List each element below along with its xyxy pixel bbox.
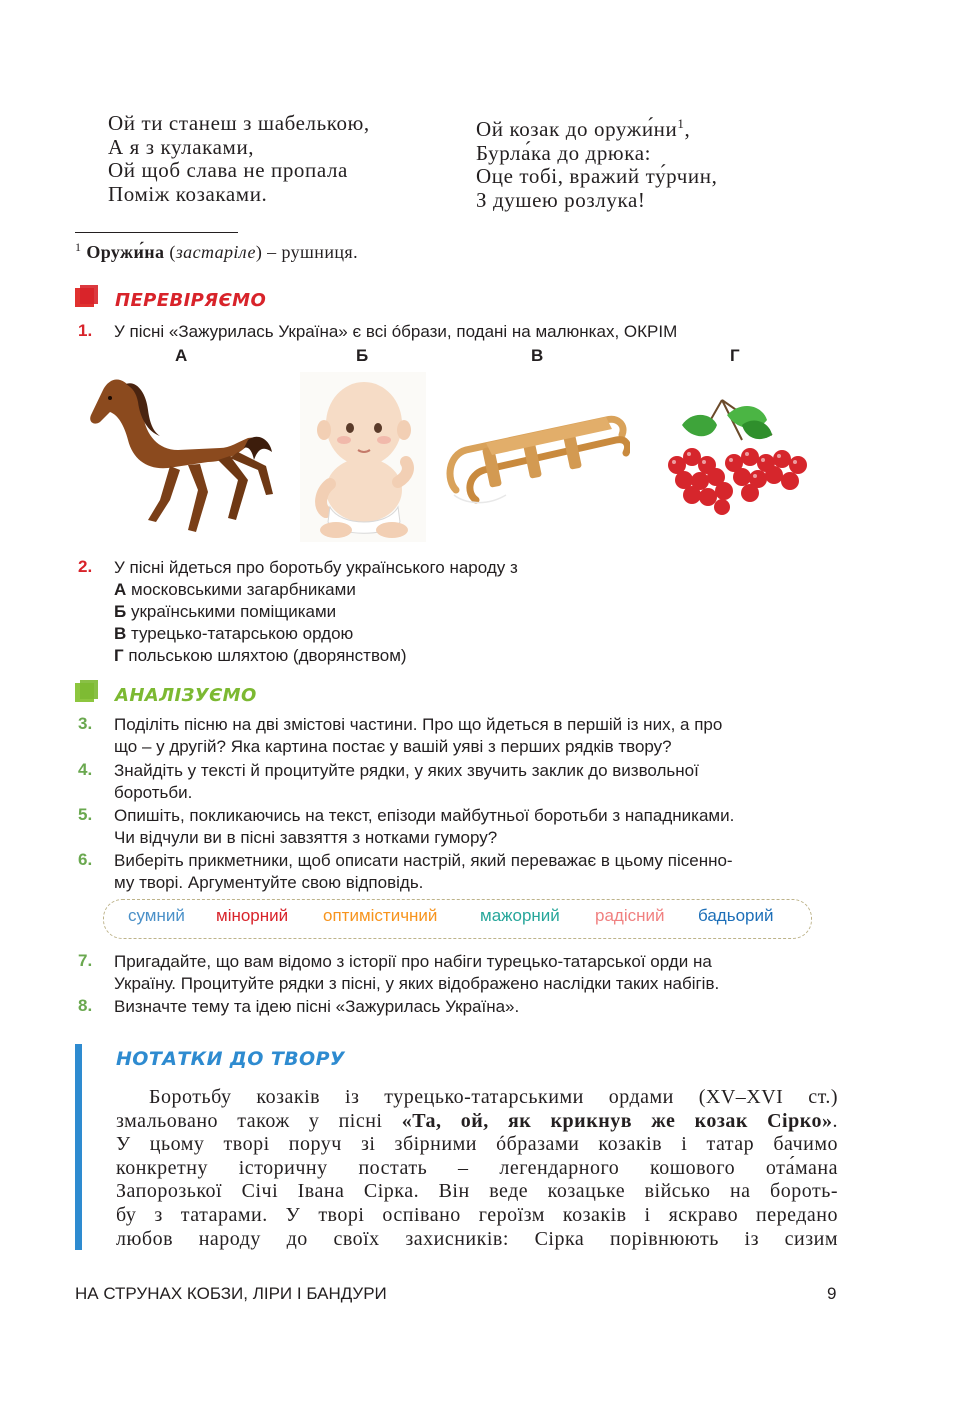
question-line: Виберіть прикметники, щоб описати настрій, який переважає в цьому пісенно- [114,851,733,870]
option-text: турецько-татарською ордою [126,624,354,643]
option-letter: Б [114,602,127,621]
question-line: У пісні йдеться про боротьбу українського народу з [114,558,518,577]
poem-line: А я з кулаками, [108,134,255,159]
question-text [114,714,840,758]
question-line: Україну. Процитуйте рядки з пісні, у яких відображено наслідки таких набігів. [114,974,720,993]
question-text [114,996,840,1018]
page-number: 9 [827,1284,837,1303]
poem-line: Ой щоб слава не пропала [108,158,348,182]
question-line: Поділіть пісню на дві змістові частини. Про що йдеться в першій із них, а про [114,715,723,734]
section-title-notes: НОТАТКИ ДО ТВОРУ [116,1048,345,1070]
notes-accent-bar [75,1044,82,1250]
footnote-note: застаріле [175,242,256,262]
footnote-number: 1 [75,240,82,254]
word-option[interactable]: мажорний [480,906,560,925]
question-number: 5. [78,805,93,824]
question-text [114,951,840,995]
question-number: 8. [78,996,93,1015]
question-number: 6. [78,850,93,869]
poem-line: З душею розлука! [476,187,646,212]
question-text [114,321,840,343]
footnote-divider [75,232,238,233]
notes-line: Запорозької Січі Івана Сірка. Він веде козацьке військо на бороть- [116,1180,838,1203]
question-line: Опишіть, покликаючись на текст, епізоди майбутньої боротьби з нападниками. [114,806,735,825]
footnote-definition: – рушниця. [262,242,358,262]
question-line: Чи відчули ви в пісні завзяття з нотками гумору? [114,828,498,847]
question-number: 1. [78,321,93,340]
poem-left-column [108,112,370,206]
option-letter: В [114,624,127,643]
word-option[interactable]: сумний [128,906,185,925]
image-letter-c: В [531,346,544,365]
image-letter-b: Б [356,346,369,365]
notes-line: любов народу до своїх захисників: Сірка порівнюють із сизим [116,1227,838,1250]
poem-line: Оце тобі, вражий ту́рчин, [476,164,718,188]
footnote-term: Оружи́на [86,242,165,262]
question-number: 3. [78,714,93,733]
horse-image [88,370,273,540]
word-option[interactable]: бадьорий [698,906,774,925]
poem-line: Поміж козаками. [108,181,268,206]
option-text: московськими загарбниками [126,580,356,599]
song-title: «Та, ой, як крикнув же козак Сірко» [401,1109,833,1132]
question-line: У пісні «Зажурилась Україна» є всі óбрази, подані на малюнках, ОКРІМ [114,322,678,341]
question-line: що – у другій? Яка картина постає у вашій уяві з перших рядків твору? [114,737,672,756]
option-text: українськими поміщиками [126,602,337,621]
question-line: му творі. Аргументуйте свою відповідь. [114,873,424,892]
answer-option[interactable] [114,580,356,600]
footnote-ref[interactable]: 1 [677,116,685,131]
question-number: 2. [78,557,93,576]
image-letter-a: А [175,346,188,365]
notes-line: Боротьбу козаків із турецько-татарськими ордами (XV–XVI ст.) [149,1086,838,1108]
notes-line: бу з татарами. У творі оспівано героїзм козаків і яскраво передано [116,1203,838,1226]
word-option[interactable]: радісний [595,906,665,925]
option-letter: Г [114,646,124,665]
section-title-check: ПЕРЕВІРЯЄМО [115,290,267,311]
running-footer: НА СТРУНАХ КОБЗИ, ЛІРИ І БАНДУРИ [75,1284,387,1303]
question-text [114,850,840,894]
question-text [114,760,840,804]
answer-option[interactable] [114,602,336,622]
notes-line: У цьому творі поруч зі збірними óбразами козаків і татар бачимо [116,1133,838,1156]
poem-line: Ой козак до $оружи́ни^1$, [476,116,691,141]
sled-image [446,395,630,510]
word-option[interactable]: мінорний [216,906,289,925]
poem-line: Бурла́ка до дрюка: [476,140,652,165]
berries-image [662,395,812,520]
notes-line: змальовано також у пісні «Та, ой, як крикнув же козак Сірко». [116,1109,838,1132]
answer-option[interactable] [114,646,407,666]
question-line: боротьби. [114,783,193,802]
notes-line: конкретну історичну постать – легендарного кошового ота́мана [116,1156,838,1179]
section-marker-green-overlay [80,680,98,699]
answer-option[interactable] [114,624,353,644]
question-number: 7. [78,951,93,970]
question-text [114,805,840,849]
question-number: 4. [78,760,93,779]
question-line: Пригадайте, що вам відомо з історії про набіги турецько-татарської орди на [114,952,712,971]
section-title-analyze: АНАЛІЗУЄМО [115,685,257,706]
notes-paragraph [116,1086,838,1251]
image-letter-d: Г [730,346,740,365]
question-line: Визначте тему та ідею пісні «Зажурилась Україна». [114,997,520,1016]
baby-image [300,372,426,542]
footnote: $^1$ Оружи́на (застаріле) – рушниця. [75,240,358,262]
word-option[interactable]: оптимістичний [323,906,438,925]
poem-right-column [476,112,717,212]
option-text: польською шляхтою (дворянством) [123,646,407,665]
option-letter: А [114,580,127,599]
section-marker-red-overlay [80,285,98,304]
question-text [114,557,840,579]
question-line: Знайдіть у тексті й процитуйте рядки, у яких звучить заклик до визвольної [114,761,699,780]
poem-line: Ой ти станеш з шабелькою, [108,111,370,135]
